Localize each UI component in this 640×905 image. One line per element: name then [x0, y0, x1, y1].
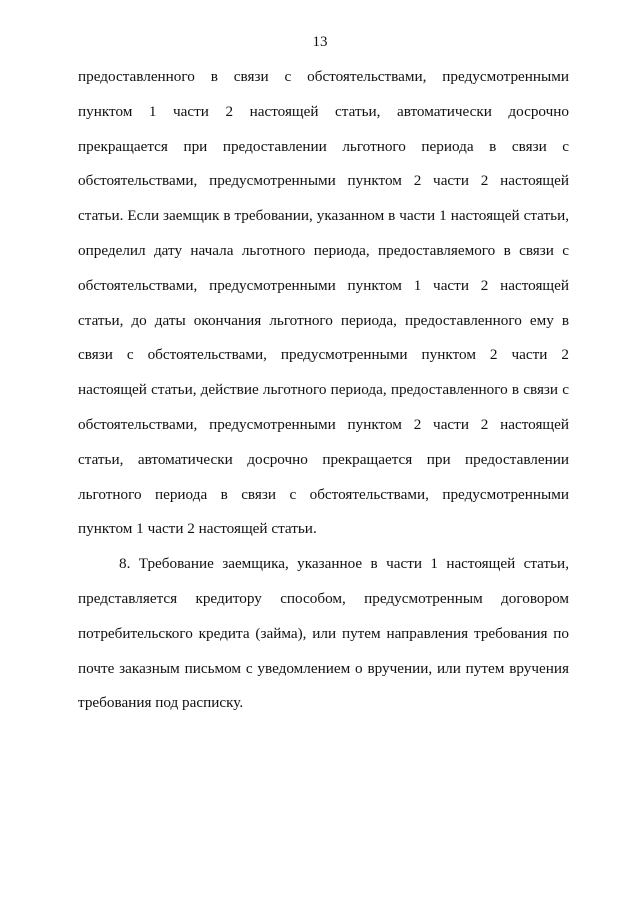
text-line: статьи, автоматически досрочно прекращается при предоставлении	[78, 450, 569, 468]
text-line: требования под расписку.	[78, 694, 244, 712]
text-line: статьи. Если заемщик в требовании, указанном в части 1 настоящей статьи,	[78, 207, 569, 225]
text-line: связи с обстоятельствами, предусмотренными пунктом 2 части 2	[78, 346, 569, 364]
text-line: 8. Требование заемщика, указанное в части 1 настоящей статьи,	[119, 555, 569, 573]
text-line: пунктом 1 части 2 настоящей статьи.	[78, 520, 317, 538]
page-number: 13	[312, 34, 328, 50]
paragraph-continuation	[78, 60, 569, 547]
text-line: потребительского кредита (займа), или путем направления требования по	[78, 624, 569, 642]
text-line: представляется кредитору способом, предусмотренным договором	[78, 589, 569, 607]
text-line: обстоятельствами, предусмотренными пунктом 2 части 2 настоящей	[78, 415, 569, 433]
text-line: статьи, до даты окончания льготного периода, предоставленного ему в	[78, 311, 569, 329]
text-line: определил дату начала льготного периода, предоставляемого в связи с	[78, 241, 569, 259]
document-body	[78, 60, 569, 721]
text-line: льготного периода в связи с обстоятельствами, предусмотренными	[78, 485, 569, 503]
text-line: настоящей статьи, действие льготного периода, предоставленного в связи с	[78, 381, 569, 399]
text-line: обстоятельствами, предусмотренными пунктом 2 части 2 настоящей	[78, 172, 569, 190]
text-line: прекращается при предоставлении льготного периода в связи с	[78, 137, 569, 155]
text-line: почте заказным письмом с уведомлением о вручении, или путем вручения	[78, 659, 569, 677]
text-line: предоставленного в связи с обстоятельствами, предусмотренными	[78, 68, 569, 85]
text-line: обстоятельствами, предусмотренными пунктом 1 части 2 настоящей	[78, 276, 569, 294]
paragraph-8	[78, 547, 569, 721]
text-line: пунктом 1 части 2 настоящей статьи, автоматически досрочно	[78, 102, 569, 120]
